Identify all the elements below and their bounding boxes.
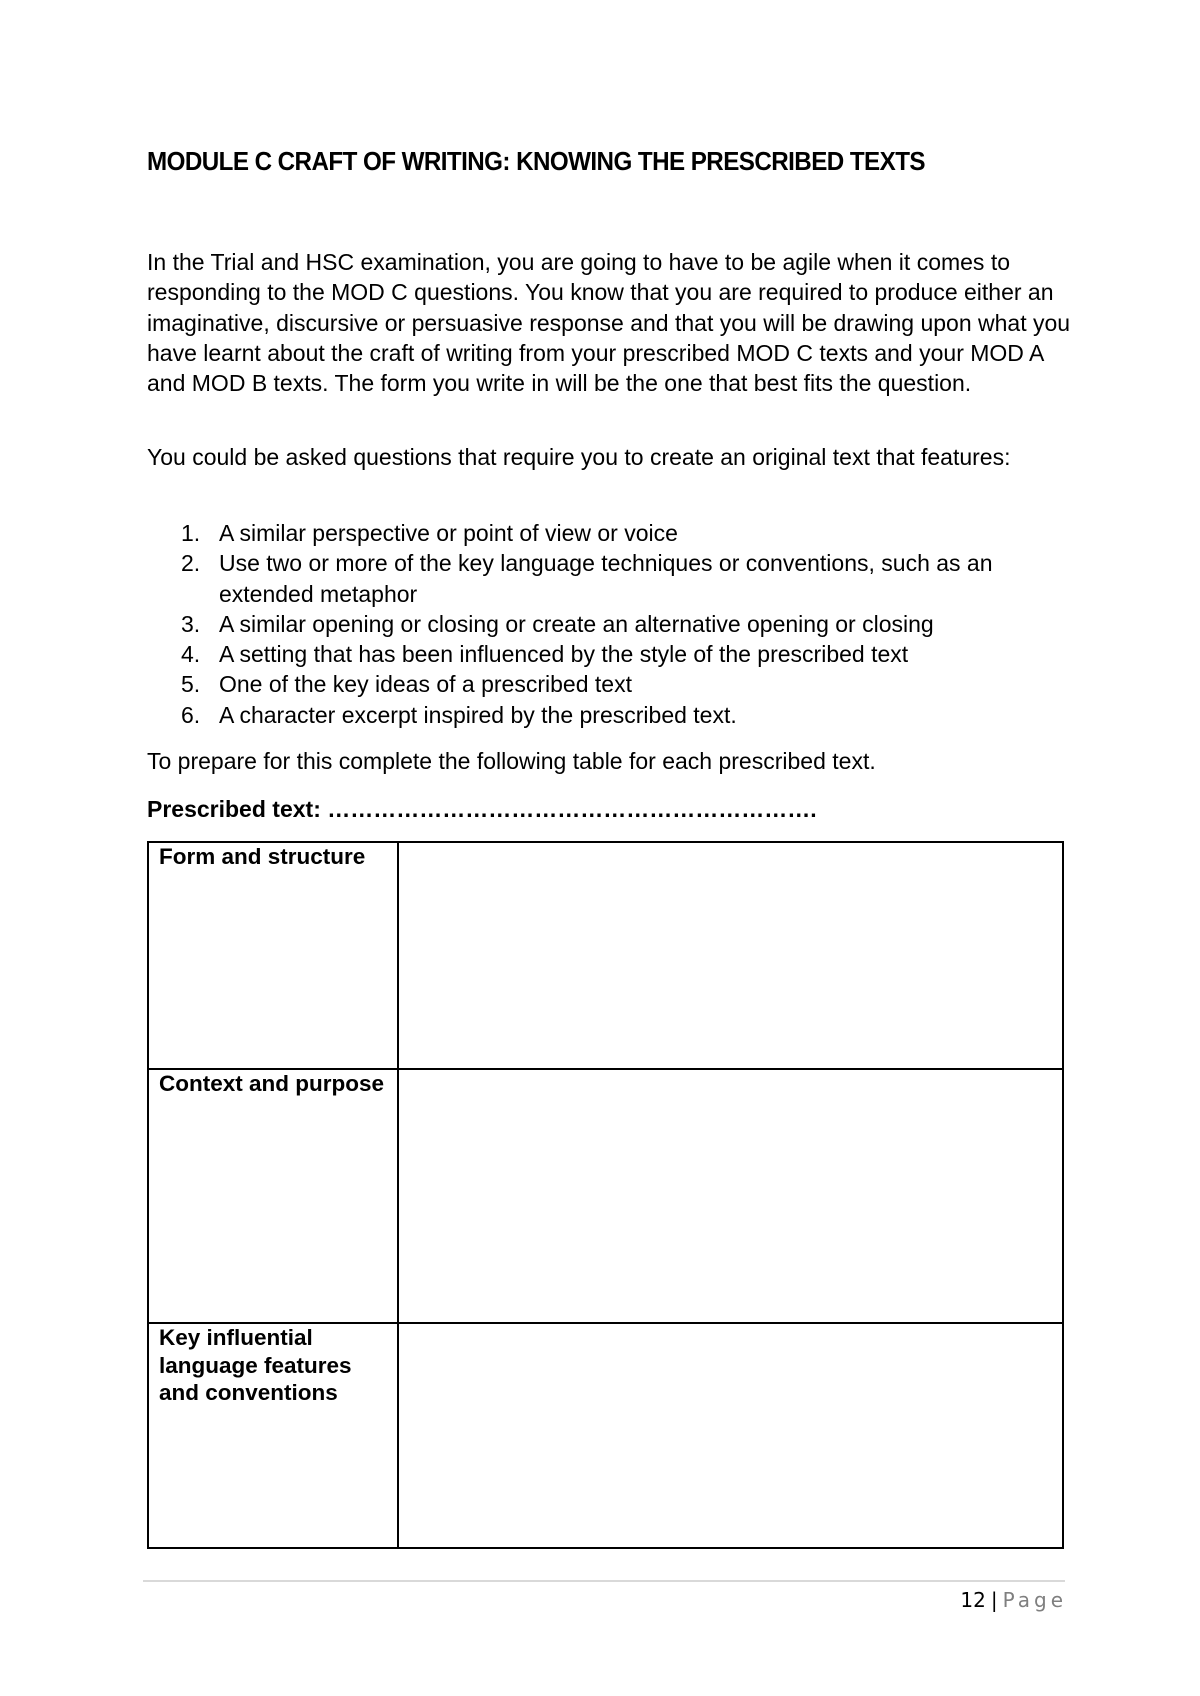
answer-cell-language-features[interactable] bbox=[398, 1323, 1063, 1548]
craft-table bbox=[147, 841, 1064, 1549]
list-item-number: 3. bbox=[181, 610, 201, 637]
list-item bbox=[147, 639, 1077, 669]
row-label-form-structure: Form and structure bbox=[148, 842, 398, 1069]
footer-divider bbox=[143, 1580, 1065, 1582]
table-row bbox=[148, 1069, 1063, 1323]
table-row bbox=[148, 1323, 1063, 1548]
list-item-number: 6. bbox=[181, 701, 201, 728]
list-item bbox=[147, 700, 1077, 730]
list-item-number: 1. bbox=[181, 520, 201, 546]
list-item-text: A similar perspective or point of view or voice bbox=[219, 520, 678, 546]
list-item bbox=[147, 669, 1077, 699]
list-item bbox=[147, 518, 1077, 548]
page-title: MODULE C CRAFT OF WRITING: KNOWING THE PRESCRIBED TEXTS bbox=[147, 146, 925, 176]
list-item-text: A setting that has been influenced by the style of the prescribed text bbox=[219, 641, 909, 668]
list-item-text: A similar opening or closing or create an alternative opening or closing bbox=[219, 610, 934, 637]
list-item bbox=[147, 609, 1077, 639]
feature-list bbox=[147, 518, 1077, 730]
list-item-text: A character excerpt inspired by the prescribed text. bbox=[219, 701, 737, 728]
prescribed-text-label: Prescribed text: ………………………………………………………. bbox=[147, 796, 817, 822]
page-number: 12 bbox=[960, 1588, 986, 1612]
list-item-number: 4. bbox=[181, 641, 201, 668]
intro-paragraph: In the Trial and HSC examination, you are going to have to be agile when it comes to responding to the MOD C questions. You know that you are required to produce either an imaginative, discursive or persuasive response and that you will be drawing upon what you have learnt about the craft of writing from your prescribed MOD C texts and your MOD A and MOD B texts. The form you write in will be the one that best fits the question. bbox=[147, 249, 1071, 397]
list-item bbox=[147, 548, 1077, 609]
row-label-context-purpose: Context and purpose bbox=[148, 1069, 398, 1323]
list-item-text: One of the key ideas of a prescribed text bbox=[219, 671, 632, 698]
footer-separator: | bbox=[990, 1588, 998, 1612]
answer-cell-form-structure[interactable] bbox=[398, 842, 1063, 1069]
table-row bbox=[148, 842, 1063, 1069]
questions-intro-paragraph: You could be asked questions that require you to create an original text that features: bbox=[147, 444, 1011, 470]
answer-cell-context-purpose[interactable] bbox=[398, 1069, 1063, 1323]
prepare-instruction: To prepare for this complete the following table for each prescribed text. bbox=[147, 748, 876, 774]
page-footer bbox=[960, 1588, 1067, 1612]
row-label-language-features: Key influential language features and conventions bbox=[148, 1323, 398, 1548]
list-item-number: 2. bbox=[181, 550, 201, 577]
page-word: Page bbox=[1002, 1588, 1067, 1612]
list-item-number: 5. bbox=[181, 671, 201, 698]
list-item-text: Use two or more of the key language techniques or conventions, such as an extended metaphor bbox=[219, 550, 993, 607]
